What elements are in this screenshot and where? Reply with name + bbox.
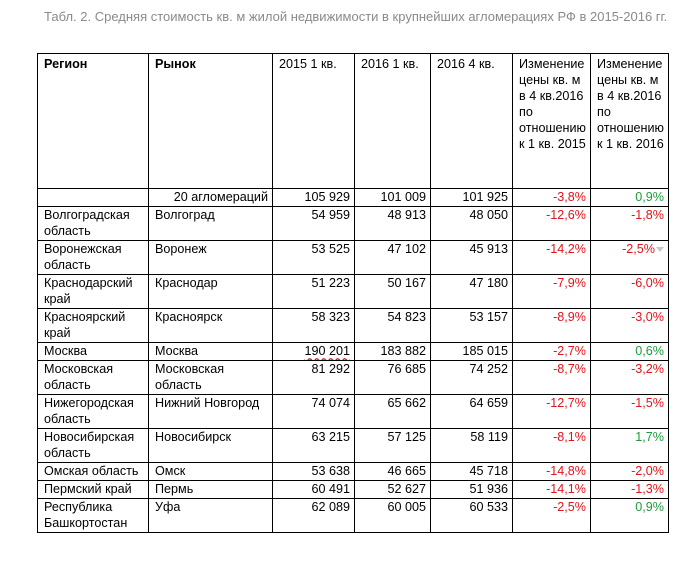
q4-2016-cell: 60 533 xyxy=(431,499,513,533)
region-cell: Омская область xyxy=(38,463,149,481)
spellcheck-underline: 190 201 xyxy=(304,344,350,358)
change-vs-2016-cell: 0,6% xyxy=(591,343,669,361)
q4-2016-cell: 53 157 xyxy=(431,309,513,343)
q4-2016-cell: 47 180 xyxy=(431,275,513,309)
region-cell: Красноярский край xyxy=(38,309,149,343)
q1-2016-cell: 65 662 xyxy=(355,395,431,429)
q1-2015-cell: 62 089 xyxy=(273,499,355,533)
q1-2016-cell: 48 913 xyxy=(355,207,431,241)
price-table xyxy=(37,53,669,533)
region-cell: Московская область xyxy=(38,361,149,395)
region-cell: Новосибирская область xyxy=(38,429,149,463)
region-cell: Пермский край xyxy=(38,481,149,499)
summary-region-cell xyxy=(38,189,149,207)
q4-2016-cell: 45 913 xyxy=(431,241,513,275)
region-cell: Москва xyxy=(38,343,149,361)
header-row xyxy=(38,54,669,189)
summary-change-vs-2016-cell: 0,9% xyxy=(591,189,669,207)
table-row xyxy=(38,481,669,499)
q1-2016-cell: 54 823 xyxy=(355,309,431,343)
table-caption: Табл. 2. Средняя стоимость кв. м жилой недвижимости в крупнейших агломерациях РФ в 2015-2016 гг. xyxy=(44,9,668,24)
header-change-vs-2016: Изменение цены кв. м в 4 кв.2016 по отношению к 1 кв. 2016 xyxy=(591,54,669,189)
change-vs-2015-cell: -7,9% xyxy=(513,275,591,309)
q1-2016-cell: 60 005 xyxy=(355,499,431,533)
summary-change-vs-2015-cell: -3,8% xyxy=(513,189,591,207)
market-cell: Московская область xyxy=(149,361,273,395)
region-cell: Волгоградская область xyxy=(38,207,149,241)
change-vs-2015-cell: -14,8% xyxy=(513,463,591,481)
market-cell: Красноярск xyxy=(149,309,273,343)
header-q4-2016: 2016 4 кв. xyxy=(431,54,513,189)
change-vs-2016-cell: 1,7% xyxy=(591,429,669,463)
q1-2015-cell: 74 074 xyxy=(273,395,355,429)
change-vs-2016-cell: -3,0% xyxy=(591,309,669,343)
q1-2015-cell: 53 638 xyxy=(273,463,355,481)
change-vs-2016-cell: -6,0% xyxy=(591,275,669,309)
q1-2015-cell: 81 292 xyxy=(273,361,355,395)
summary-q4-2016-cell: 101 925 xyxy=(431,189,513,207)
table-row xyxy=(38,361,669,395)
table-row xyxy=(38,241,669,275)
market-cell: Нижний Новгород xyxy=(149,395,273,429)
change-vs-2016-cell: -1,3% xyxy=(591,481,669,499)
table-row xyxy=(38,395,669,429)
change-vs-2015-cell: -8,7% xyxy=(513,361,591,395)
table-row xyxy=(38,275,669,309)
market-cell: Краснодар xyxy=(149,275,273,309)
change-vs-2015-cell: -14,2% xyxy=(513,241,591,275)
market-cell: Воронеж xyxy=(149,241,273,275)
change-vs-2015-cell: -2,5% xyxy=(513,499,591,533)
q4-2016-cell: 74 252 xyxy=(431,361,513,395)
header-q1-2015: 2015 1 кв. xyxy=(273,54,355,189)
q1-2015-cell: 53 525 xyxy=(273,241,355,275)
summary-market-cell: 20 агломераций xyxy=(149,189,273,207)
q1-2016-cell: 52 627 xyxy=(355,481,431,499)
market-cell: Новосибирск xyxy=(149,429,273,463)
q1-2015-cell: 51 223 xyxy=(273,275,355,309)
change-vs-2016-cell: -1,8% xyxy=(591,207,669,241)
q1-2016-cell: 46 665 xyxy=(355,463,431,481)
change-vs-2015-cell: -8,1% xyxy=(513,429,591,463)
table-row xyxy=(38,499,669,533)
change-vs-2016-cell: -2,0% xyxy=(591,463,669,481)
change-vs-2016-cell: -2,5% xyxy=(591,241,669,275)
q1-2016-cell: 183 882 xyxy=(355,343,431,361)
q1-2015-cell: 60 491 xyxy=(273,481,355,499)
summary-row xyxy=(38,189,669,207)
q4-2016-cell: 45 718 xyxy=(431,463,513,481)
change-vs-2016-cell: -1,5% xyxy=(591,395,669,429)
header-q1-2016: 2016 1 кв. xyxy=(355,54,431,189)
q4-2016-cell: 48 050 xyxy=(431,207,513,241)
table-row xyxy=(38,309,669,343)
q1-2016-cell: 76 685 xyxy=(355,361,431,395)
header-region: Регион xyxy=(38,54,149,189)
change-vs-2015-cell: -14,1% xyxy=(513,481,591,499)
market-cell: Волгоград xyxy=(149,207,273,241)
q4-2016-cell: 58 119 xyxy=(431,429,513,463)
q4-2016-cell: 51 936 xyxy=(431,481,513,499)
change-vs-2015-cell: -2,7% xyxy=(513,343,591,361)
q1-2015-cell xyxy=(273,343,355,361)
market-cell: Москва xyxy=(149,343,273,361)
region-cell: Воронежская область xyxy=(38,241,149,275)
q4-2016-cell: 64 659 xyxy=(431,395,513,429)
change-vs-2015-cell: -12,7% xyxy=(513,395,591,429)
market-cell: Пермь xyxy=(149,481,273,499)
table-row xyxy=(38,463,669,481)
q1-2015-cell: 58 323 xyxy=(273,309,355,343)
q1-2015-cell: 54 959 xyxy=(273,207,355,241)
q1-2016-cell: 50 167 xyxy=(355,275,431,309)
change-vs-2015-cell: -12,6% xyxy=(513,207,591,241)
region-cell: Краснодарский край xyxy=(38,275,149,309)
change-vs-2015-cell: -8,9% xyxy=(513,309,591,343)
q4-2016-cell: 185 015 xyxy=(431,343,513,361)
table-row xyxy=(38,429,669,463)
change-vs-2016-cell: -3,2% xyxy=(591,361,669,395)
header-market: Рынок xyxy=(149,54,273,189)
change-vs-2016-cell: 0,9% xyxy=(591,499,669,533)
region-cell: Республика Башкортостан xyxy=(38,499,149,533)
region-cell: Нижегородская область xyxy=(38,395,149,429)
header-change-vs-2015: Изменение цены кв. м в 4 кв.2016 по отношению к 1 кв. 2015 xyxy=(513,54,591,189)
q1-2016-cell: 57 125 xyxy=(355,429,431,463)
summary-q1-2015-cell: 105 929 xyxy=(273,189,355,207)
q1-2015-cell: 63 215 xyxy=(273,429,355,463)
market-cell: Уфа xyxy=(149,499,273,533)
market-cell: Омск xyxy=(149,463,273,481)
summary-q1-2016-cell: 101 009 xyxy=(355,189,431,207)
table-row xyxy=(38,207,669,241)
dropdown-caret-icon xyxy=(656,247,664,252)
table-row xyxy=(38,343,669,361)
q1-2016-cell: 47 102 xyxy=(355,241,431,275)
